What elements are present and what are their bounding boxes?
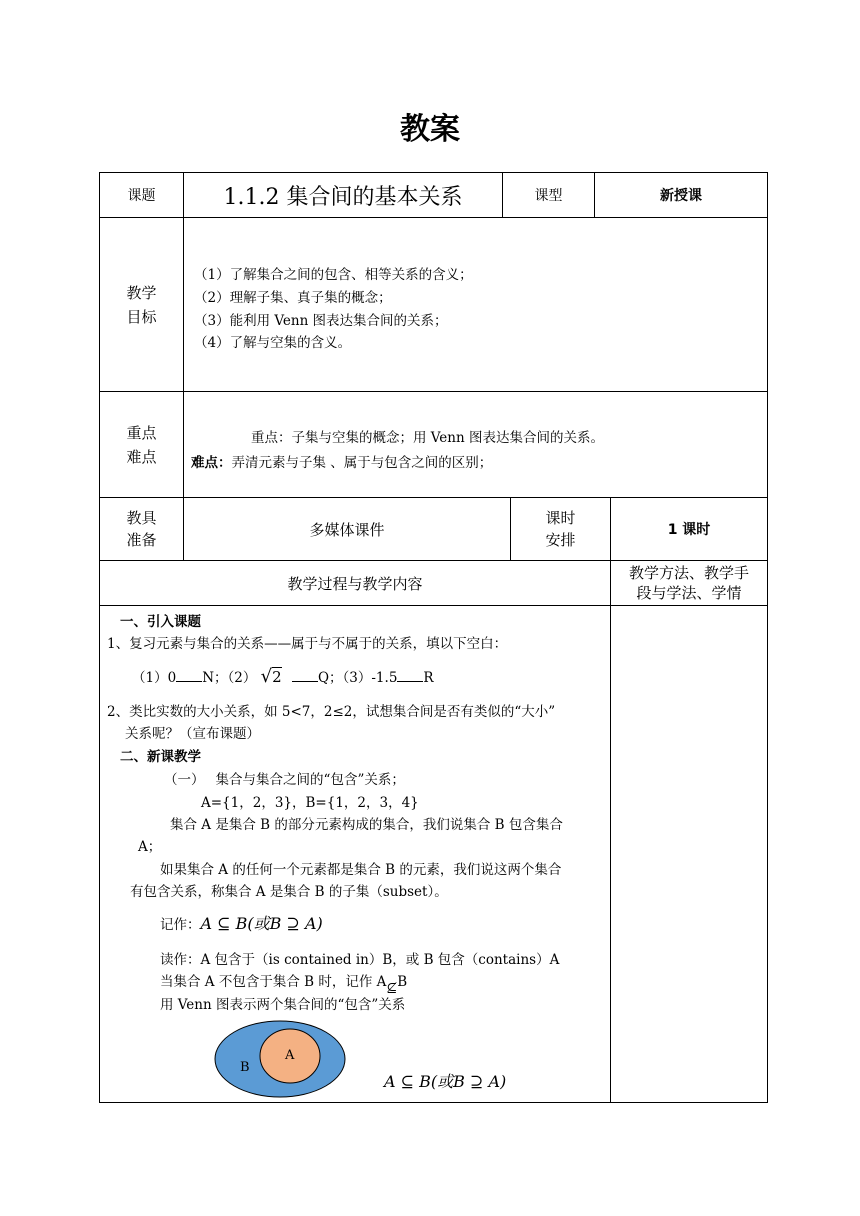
process-header-side: 教学方法、教学手 段与学法、学情 <box>628 564 749 602</box>
venn-formula: A ⊆ B(或B ⊇ A) <box>384 1072 507 1091</box>
objectives-label: 教学 目标 <box>126 283 157 326</box>
section-title: 二、新课教学 <box>120 749 201 765</box>
subsection-title: （一） 集合与集合之间的“包含”关系； <box>164 772 405 788</box>
paragraph: 有包含关系，称集合 A 是集合 B 的子集（subset）。 <box>130 884 448 900</box>
question-2: 2、类比实数的大小关系，如 5<7，2≤2，试想集合间是否有类似的“大小” <box>107 704 556 720</box>
example-sets: A={1，2，3}，B={1，2，3，4} <box>201 795 419 811</box>
type-value: 新授课 <box>660 188 702 204</box>
not-subset-line: 当集合 A 不包含于集合 B 时，记作 A⊈B <box>160 974 408 996</box>
objective-item: （1）了解集合之间的包含、相等关系的含义； <box>194 267 473 283</box>
paragraph: 如果集合 A 的任何一个元素都是集合 B 的元素，我们说这两个集合 <box>160 862 562 878</box>
blank <box>397 669 423 682</box>
topic-value: 1.1.2 集合间的基本关系 <box>223 184 463 210</box>
paragraph: 集合 A 是集合 B 的部分元素构成的集合，我们说集合 B 包含集合 <box>170 817 563 833</box>
topic-label: 课题 <box>127 188 156 204</box>
question-1: 1、复习元素与集合的关系——属于与不属于的关系，填以下空白： <box>107 636 508 652</box>
key-focus: 重点：子集与空集的概念；用 Venn 图表达集合间的关系。 <box>251 430 604 446</box>
notation: 记作：A ⊆ B(或B ⊇ A) <box>160 914 323 933</box>
key-points-label: 重点 难点 <box>126 423 157 466</box>
venn-label-b: B <box>240 1060 250 1075</box>
objective-item: （4）了解与空集的含义。 <box>194 335 352 351</box>
objective-item: （2）理解子集、真子集的概念； <box>194 290 392 306</box>
blank <box>176 669 202 682</box>
paragraph: A； <box>138 839 162 855</box>
prep-label: 教具 准备 <box>126 509 157 549</box>
venn-label-a: A <box>285 1048 295 1063</box>
question-2-cont: 关系呢？（宣布课题） <box>125 726 260 742</box>
type-label: 课型 <box>534 188 563 204</box>
document-title: 教案 <box>400 112 460 147</box>
section-title: 一、引入课题 <box>120 614 201 630</box>
prep-value: 多媒体课件 <box>309 520 385 539</box>
question-1-blanks: （1）0 N；（2） √2 Q；（3）-1.5 R <box>132 666 434 687</box>
venn-diagram <box>210 1018 350 1100</box>
time-label: 课时 安排 <box>545 509 576 549</box>
sqrt-symbol: √ <box>260 666 273 687</box>
objective-item: （3）能利用 Venn 图表达集合间的关系； <box>194 313 448 329</box>
key-difficulty: 难点：弄清元素与子集 、属于与包含之间的区别； <box>191 455 493 471</box>
blank <box>292 669 318 682</box>
process-header-main: 教学过程与教学内容 <box>287 574 423 593</box>
time-value: 1 课时 <box>667 522 711 538</box>
venn-caption: 用 Venn 图表示两个集合间的“包含”关系 <box>160 997 406 1013</box>
read-as: 读作：A 包含于（is contained in）B，或 B 包含（contains）A <box>160 952 560 968</box>
